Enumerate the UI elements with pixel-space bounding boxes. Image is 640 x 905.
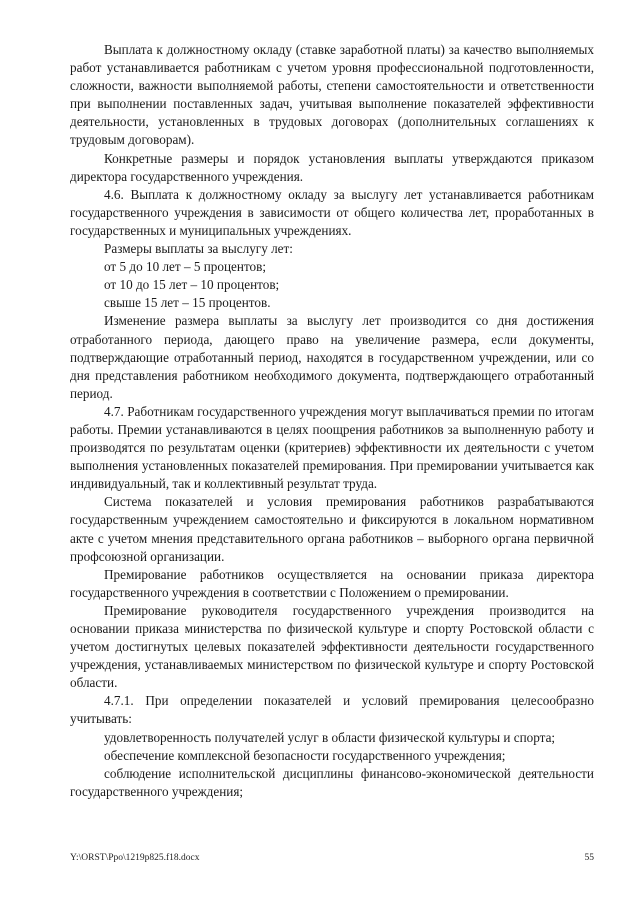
paragraph: Выплата к должностному окладу (ставке заработной платы) за качество выполняемых работ устанавливается работникам с учетом уровня профессиональной подготовленности, сложности, важности выполняемой работы, степени самостоятельности и ответственности при выполнении поставленных задач, учитывая выполнение показателей эффективности деятельности, установленных в трудовых договорах (дополнительных соглашениях к трудовым договорам).: [70, 42, 594, 148]
page-footer: [70, 853, 594, 863]
list-item: удовлетворенность получателей услуг в области физической культуры и спорта;: [104, 729, 556, 745]
paragraph: Размеры выплаты за выслугу лет:: [104, 241, 293, 257]
paragraph: 4.6. Выплата к должностному окладу за выслугу лет устанавливается работникам государственного учреждения в зависимости от общего количества лет, проработанных в государственных и муниципальных учреждениях.: [70, 186, 594, 238]
paragraph: Премирование руководителя государственного учреждения производится на основании приказа министерства по физической культуре и спорту Ростовской области с учетом достигнутых целевых показателей эффективности деятельности государственного учреждения, устанавливаемых министерством по физической культуре и спорту Ростовской области.: [70, 602, 594, 691]
list-item: от 10 до 15 лет – 10 процентов;: [104, 277, 280, 293]
list-item: соблюдение исполнительской дисциплины финансово-экономической деятельности государственного учреждения;: [70, 765, 594, 799]
paragraph: 4.7. Работникам государственного учреждения могут выплачиваться премии по итогам работы. Премии устанавливаются в целях поощрения работников за выполненную работу и производятся по результатам оценки (критериев) эффективности их деятельности с учетом выполнения установленных показателей премирования. При премировании учитывается как индивидуальный, так и коллективный результат труда.: [70, 403, 594, 492]
document-body: [70, 41, 594, 801]
paragraph: Премирование работников осуществляется на основании приказа директора государственного учреждения в соответствии с Положением о премировании.: [70, 566, 594, 600]
paragraph: Система показателей и условия премирования работников разрабатываются государственным учреждением самостоятельно и фиксируются в локальном нормативном акте с учетом мнения представительного органа работников – выборного органа первичной профсоюзной организации.: [70, 494, 594, 564]
list-item: обеспечение комплексной безопасности государственного учреждения;: [104, 747, 506, 763]
paragraph: 4.7.1. При определении показателей и условий премирования целесообразно учитывать:: [70, 693, 594, 727]
list-item: свыше 15 лет – 15 процентов.: [104, 295, 271, 311]
list-item: от 5 до 10 лет – 5 процентов;: [104, 259, 267, 275]
paragraph: Изменение размера выплаты за выслугу лет производится со дня достижения отработанного периода, дающего право на увеличение размера, если документы, подтверждающие отработанный период, находятся в государственном учреждении, или со дня представления работником необходимого документа, подтверждающего отработанный период.: [70, 313, 594, 401]
file-path: Y:\ORST\Ppo\1219p825.f18.docx: [70, 853, 200, 863]
paragraph: Конкретные размеры и порядок установления выплаты утверждаются приказом директора государственного учреждения.: [70, 150, 594, 184]
page-number: 55: [584, 853, 594, 863]
